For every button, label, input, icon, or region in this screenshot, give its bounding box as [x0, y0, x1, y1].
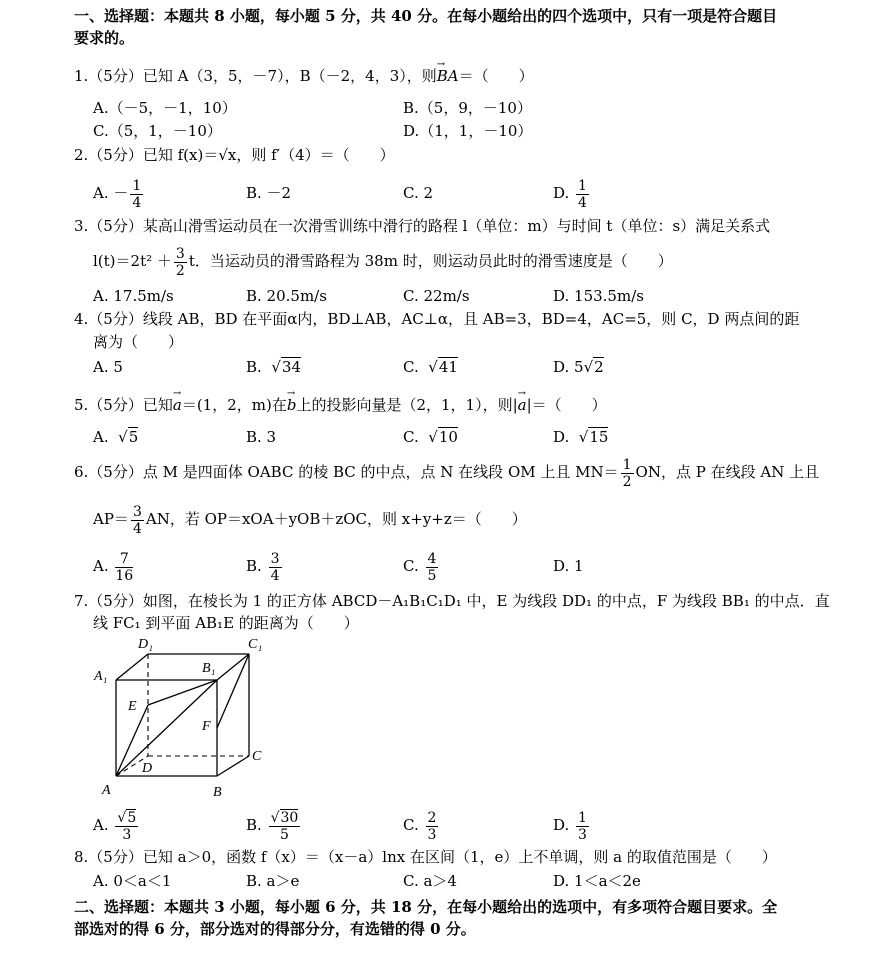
section1-heading-line1: 一、选择题：本题共 8 小题，每小题 5 分，共 40 分。在每小题给出的四个选项中，只有一项是符合题目	[74, 7, 778, 25]
q7-option-c[interactable]: C. $\frac{2}{3}$	[403, 809, 437, 843]
q1-option-b[interactable]: B.（5，9，－10）	[403, 99, 532, 117]
fraction: $\frac{1}{3}$	[578, 809, 587, 843]
vector-ba: → BA	[437, 66, 459, 86]
question-1-stem: 1.（5分）已知 A（3，5，－7），B（－2，4，3），则→ BA＝（ ）	[74, 66, 534, 86]
q7-option-a[interactable]: A. $\frac{√5}{3}$	[93, 809, 137, 843]
question-8-stem: 8.（5分）已知 a＞0，函数 f（x）＝（x－a）lnx 在区间（1，e）上不单调，则 a 的取值范围是（ ）	[74, 848, 777, 866]
fraction: $\frac{4}{5}$	[427, 550, 437, 584]
q3-option-d[interactable]: D. 153.5m/s	[553, 287, 644, 305]
section2-heading-line1: 二、选择题：本题共 3 小题，每小题 6 分，共 18 分，在每小题给出的选项中，有多项符合题目要求。全	[74, 898, 778, 916]
q2-option-a[interactable]: A. － $\frac{1}{4}$	[93, 177, 142, 211]
q1-option-c[interactable]: C.（5，1，－10）	[93, 122, 222, 140]
fraction: $\frac{2}{3}$	[427, 809, 437, 843]
q1-option-a[interactable]: A.（－5，－1，10）	[93, 99, 237, 117]
q3-option-b[interactable]: B. 20.5m/s	[246, 287, 327, 305]
segment-e-b1	[148, 680, 217, 705]
q8-option-a[interactable]: A. 0＜a＜1	[93, 872, 172, 890]
q8-option-c[interactable]: C. a＞4	[403, 872, 457, 890]
fraction: $\frac{1}{4}$	[132, 177, 142, 211]
q7-option-b[interactable]: B. $\frac{√30}{5}$	[246, 809, 299, 843]
fraction: $\frac{3}{4}$	[270, 550, 280, 584]
q4-option-b[interactable]: B. √34	[246, 358, 301, 376]
question-3-stem-line1: 3.（5分）某高山滑雪运动员在一次滑雪训练中滑行的路程 l（单位：m）与时间 t（单位：s）满足关系式	[74, 217, 771, 235]
question-7-stem-line2: 线 FC₁ 到平面 AB₁E 的距离为（ ）	[93, 614, 359, 632]
label-e: E	[128, 699, 137, 714]
q2-option-c[interactable]: C. 2	[403, 184, 434, 202]
fraction: $\frac{7}{16}$	[115, 550, 134, 584]
vector-a: → a	[518, 395, 527, 415]
label-a1: A₁	[94, 669, 108, 684]
q6-option-a[interactable]: A. $\frac{7}{16}$	[93, 550, 134, 584]
q8-option-d[interactable]: D. 1＜a＜2e	[553, 872, 641, 890]
question-6-stem-line1: 6.（5分）点 M 是四面体 OABC 的棱 BC 的中点，点 N 在线段 OM 上且 MN＝ $\frac{1}{2}$ ON，点 P 在线段 AN 上且	[74, 456, 820, 490]
q4-option-d[interactable]: D. 5√2	[553, 358, 604, 376]
question-5-stem: 5.（5分）已知→ a＝(1，2，m)在→ b上的投影向量是（2，1，1），则|→ a|＝（ ）	[74, 395, 607, 415]
q6-option-b[interactable]: B. $\frac{3}{4}$	[246, 550, 280, 584]
question-4-stem-line2: 离为（ ）	[93, 333, 184, 351]
fraction: $\frac{1}{4}$	[578, 177, 587, 211]
fraction: $\frac{3}{2}$	[175, 245, 185, 279]
q2-option-d[interactable]: D. $\frac{1}{4}$	[553, 177, 587, 211]
fraction: $\frac{√5}{3}$	[117, 809, 137, 843]
q6-option-c[interactable]: C. $\frac{4}{5}$	[403, 550, 437, 584]
fraction: $\frac{√30}{5}$	[270, 809, 299, 843]
question-4-stem-line1: 4.（5分）线段 AB，BD 在平面α内，BD⊥AB，AC⊥α，且 AB=3，BD=4，AC=5，则 C，D 两点间的距	[74, 310, 800, 328]
q1-option-d[interactable]: D.（1，1，－10）	[403, 122, 533, 140]
q5-option-b[interactable]: B. 3	[246, 428, 277, 446]
q7-option-d[interactable]: D. $\frac{1}{3}$	[553, 809, 587, 843]
edge-b1-c1	[217, 654, 249, 680]
label-b1: B₁	[202, 661, 216, 676]
cube-diagram	[92, 634, 282, 798]
q5-option-d[interactable]: D. √15	[553, 428, 609, 446]
vector-b: → b	[287, 395, 297, 415]
section2-heading-line2: 部选对的得 6 分，部分选对的得部分分，有选错的得 0 分。	[74, 920, 476, 938]
question-3-stem-line2: l(t)＝2t² ＋ $\frac{3}{2}$ t．当运动员的滑雪路程为 38m 时，则运动员此时的滑雪速度是（ ）	[93, 245, 673, 279]
q4-option-c[interactable]: C. √41	[403, 358, 458, 376]
q3-option-a[interactable]: A. 17.5m/s	[93, 287, 174, 305]
label-b: B	[213, 785, 222, 798]
segment-f-c1	[217, 654, 249, 728]
edge-a1-d1	[116, 654, 148, 680]
q5-option-c[interactable]: C. √10	[403, 428, 458, 446]
label-f: F	[202, 719, 211, 734]
cube-figure	[92, 634, 282, 798]
label-d: D	[142, 761, 153, 776]
label-a: A	[102, 783, 111, 798]
q2-option-b[interactable]: B. －2	[246, 184, 292, 202]
question-2-stem: 2.（5分）已知 f(x)＝√x，则 f′（4）＝（ ）	[74, 146, 395, 164]
vector-a: → a	[173, 395, 182, 415]
label-c: C	[252, 749, 262, 764]
q5-option-a[interactable]: A. √5	[93, 428, 139, 446]
q6-option-d[interactable]: D. 1	[553, 557, 584, 575]
q8-option-b[interactable]: B. a＞e	[246, 872, 300, 890]
q4-option-a[interactable]: A. 5	[93, 358, 123, 376]
label-c1: C₁	[248, 637, 263, 652]
q3-option-c[interactable]: C. 22m/s	[403, 287, 470, 305]
section1-heading-line2: 要求的。	[74, 29, 135, 47]
question-7-stem-line1: 7.（5分）如图，在棱长为 1 的正方体 ABCD－A₁B₁C₁D₁ 中，E 为线段 DD₁ 的中点，F 为线段 BB₁ 的中点．直	[74, 592, 830, 610]
edge-b-c	[217, 756, 249, 776]
fraction: $\frac{3}{4}$	[132, 503, 142, 537]
label-d1: D₁	[138, 637, 153, 652]
fraction: $\frac{1}{2}$	[622, 456, 632, 490]
question-6-stem-line2: AP＝ $\frac{3}{4}$ AN，若 OP＝xOA＋yOB＋zOC，则 x+y+z＝（ ）	[93, 503, 527, 537]
